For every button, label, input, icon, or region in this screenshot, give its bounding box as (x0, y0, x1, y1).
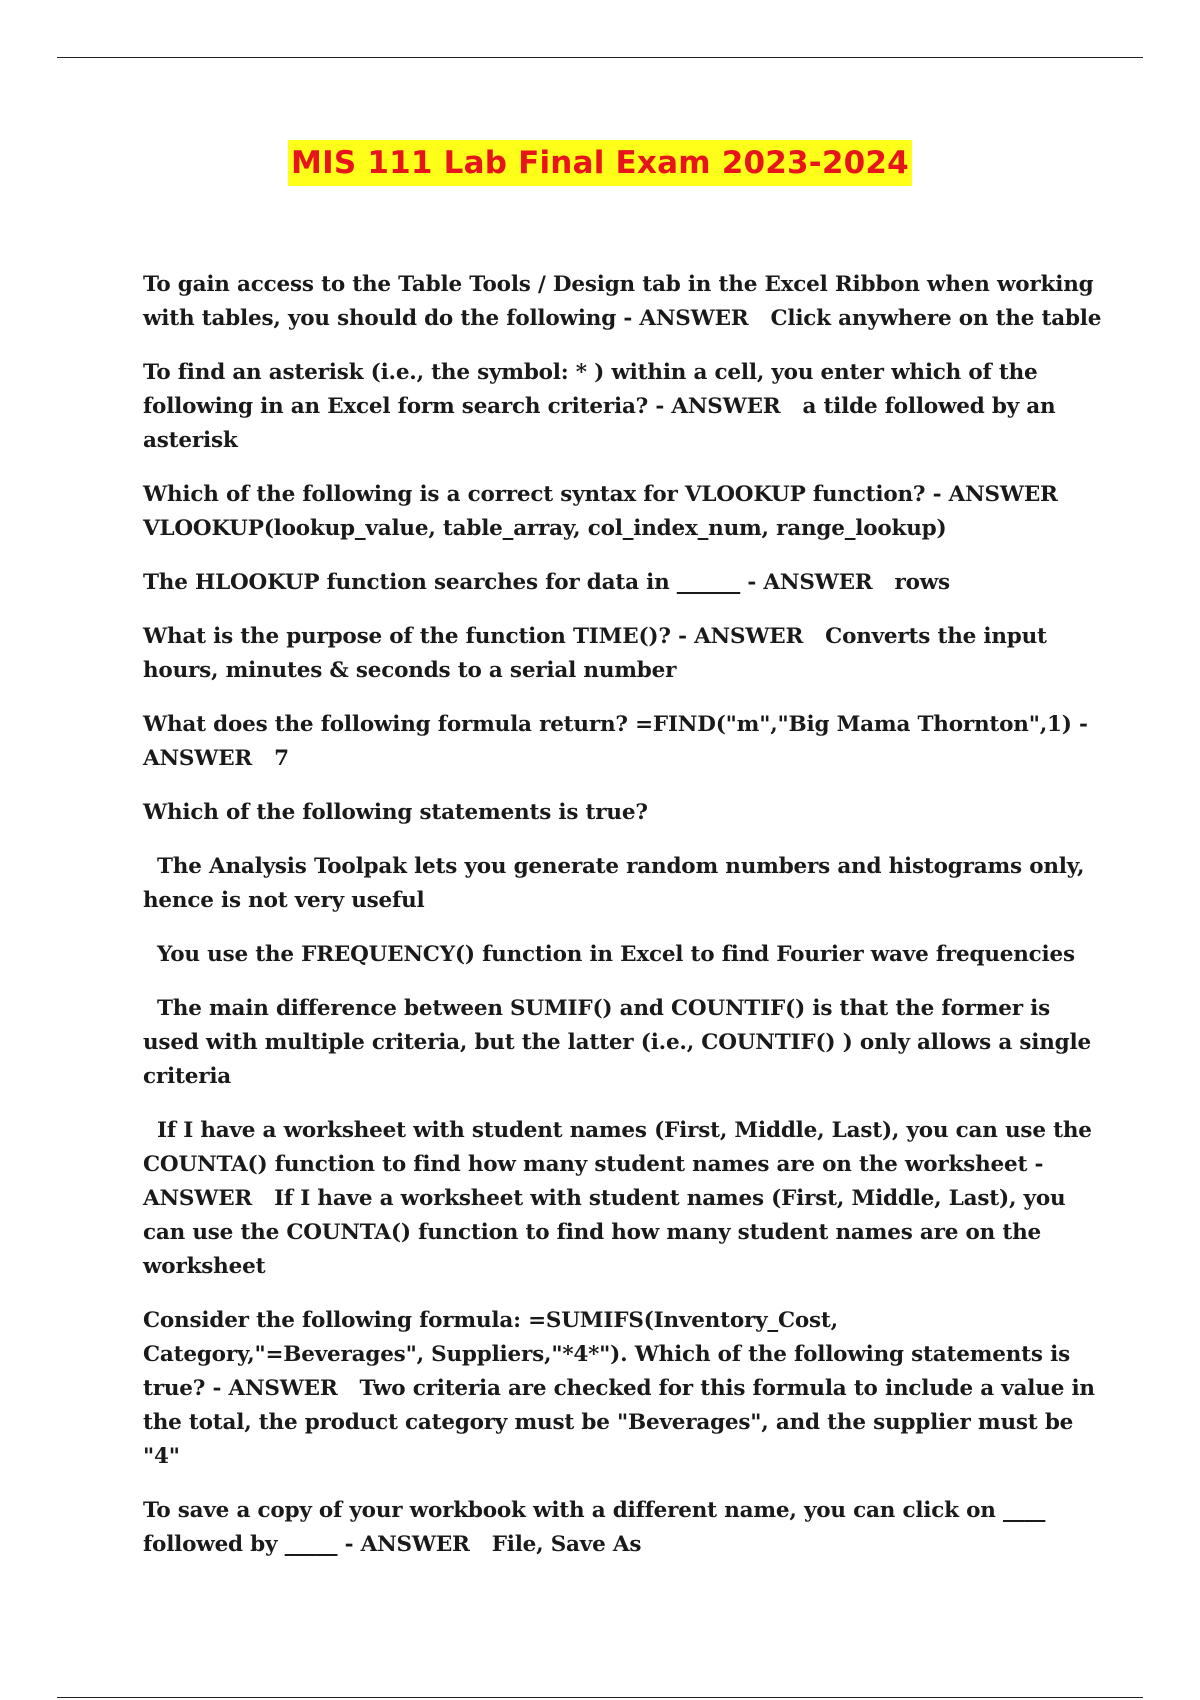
answer-text: 7 (274, 746, 289, 771)
qa-item (143, 478, 1103, 546)
qa-item (143, 1494, 1103, 1562)
statement-text: The Analysis Toolpak lets you generate random numbers and histograms only, hence is not very useful (143, 854, 1085, 913)
question-text: To find an asterisk (i.e., the symbol: * ) within a cell, you enter which of the following in an Excel form search criteria? - ANSWER (143, 360, 1038, 419)
statement-option (143, 850, 1103, 918)
bottom-rule (57, 1697, 1143, 1698)
answer-text: a tilde followed by an asterisk (143, 394, 1056, 453)
qa-item (143, 620, 1103, 688)
statement-text: You use the FREQUENCY() function in Excel to find Fourier wave frequencies (157, 942, 1075, 967)
statement-text: If I have a worksheet with student names (First, Middle, Last), you can use the COUNTA() function to find how many student names are on the worksheet - ANSWER (143, 1118, 1092, 1211)
statement-option (143, 938, 1103, 972)
top-rule (57, 57, 1143, 58)
question-text: What is the purpose of the function TIME()? - ANSWER (143, 624, 804, 649)
statements-question: Which of the following statements is true? (143, 800, 648, 825)
answer-text: Click anywhere on the table (770, 306, 1102, 331)
question-text: To gain access to the Table Tools / Design tab in the Excel Ribbon when working with tables, you should do the following - ANSWER (143, 272, 1094, 331)
answer-text: Two criteria are checked for this formula to include a value in the total, the product category must be "Beverages", and the supplier must be "4" (143, 1376, 1095, 1469)
qa-item (143, 708, 1103, 776)
document-body (143, 268, 1103, 1582)
statement-option (143, 1114, 1103, 1284)
statement-text: The main difference between SUMIF() and COUNTIF() is that the former is used with multiple criteria, but the latter (i.e., COUNTIF() ) only allows a single criteria (143, 996, 1091, 1089)
statement-option (143, 992, 1103, 1094)
question-text: Consider the following formula: =SUMIFS(Inventory_Cost, Category,"=Beverages", Suppliers,"*4*"). Which of the following statements is true? - ANSWER (143, 1308, 1070, 1401)
question-text: Which of the following is a correct syntax for VLOOKUP function? - ANSWER (143, 482, 1058, 507)
question-text: To save a copy of your workbook with a different name, you can click on ____ followed by _____ - ANSWER (143, 1498, 1046, 1557)
question-text: The HLOOKUP function searches for data in ______ - ANSWER (143, 570, 873, 595)
answer-text: If I have a worksheet with student names (First, Middle, Last), you can use the COUNTA() function to find how many student names are on the worksheet (143, 1186, 1066, 1279)
answer-text: File, Save As (491, 1532, 642, 1557)
qa-item (143, 268, 1103, 336)
title-container (0, 140, 1200, 186)
answer-text: VLOOKUP(lookup_value, table_array, col_index_num, range_lookup) (143, 516, 947, 541)
qa-item (143, 1304, 1103, 1474)
document-title: MIS 111 Lab Final Exam 2023-2024 (288, 140, 912, 186)
answer-text: rows (894, 570, 950, 595)
qa-item (143, 356, 1103, 458)
question-text: What does the following formula return? =FIND("m","Big Mama Thornton",1) - ANSWER (143, 712, 1088, 771)
qa-item (143, 566, 1103, 600)
answer-text: Converts the input hours, minutes & seconds to a serial number (143, 624, 1047, 683)
